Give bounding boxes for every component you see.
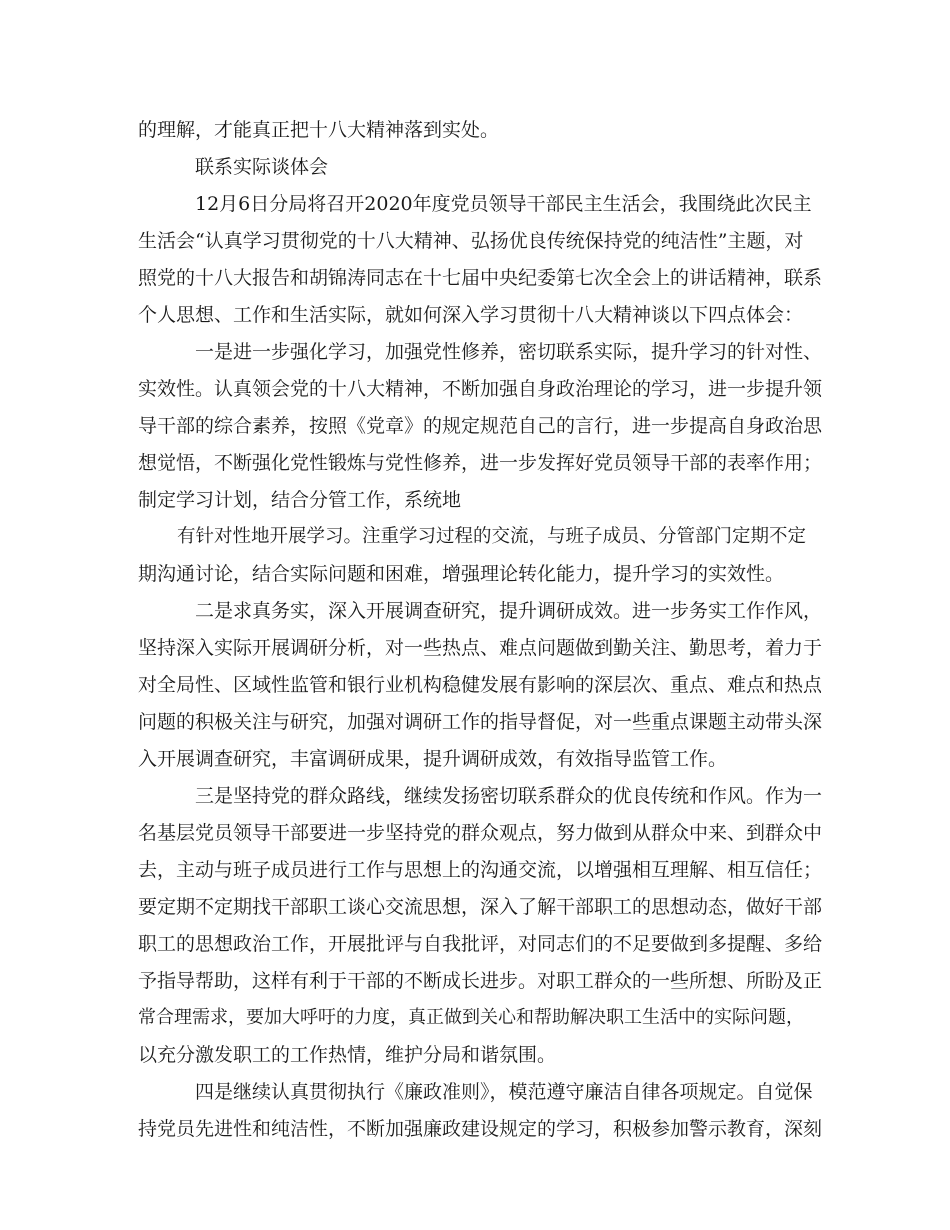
text-line: 对全局性、区域性监管和银行业机构稳健发展有影响的深层次、重点、难点和热点 — [138, 674, 823, 696]
text-line: 二是求真务实，深入开展调查研究，提升调研成效。进一步务实工作作风， — [195, 600, 823, 622]
text-line: 坚持深入实际开展调研分析，对一些热点、难点问题做到勤关注、勤思考，着力于 — [138, 637, 823, 659]
text-line: 个人思想、工作和生活实际，就如何深入学习贯彻十八大精神谈以下四点体会： — [138, 304, 804, 326]
text-line: 予指导帮助，这样有利于干部的不断成长进步。对职工群众的一些所想、所盼及正 — [138, 970, 823, 992]
text-line: 要定期不定期找干部职工谈心交流思想，深入了解干部职工的思想动态，做好干部 — [138, 896, 823, 918]
text-line: 以充分激发职工的工作热情，维护分局和谐氛围。 — [138, 1044, 557, 1066]
text-line: 一是进一步强化学习，加强党性修养，密切联系实际，提升学习的针对性、 — [195, 341, 823, 363]
text-line: 的理解，才能真正把十八大精神落到实处。 — [138, 119, 500, 141]
text-line: 想觉悟，不断强化党性锻炼与党性修养，进一步发挥好党员领导干部的表率作用； — [138, 452, 823, 474]
section-heading: 联系实际谈体会 — [195, 156, 329, 178]
text-line: 有针对性地开展学习。注重学习过程的交流，与班子成员、分管部门定期不定 — [177, 526, 807, 547]
text-line: 三是坚持党的群众路线，继续发扬密切联系群众的优良传统和作风。作为一 — [195, 785, 823, 807]
text-line: 问题的积极关注与研究，加强对调研工作的指导督促，对一些重点课题主动带头深 — [138, 711, 823, 733]
text-line: 常合理需求，要加大呼吁的力度，真正做到关心和帮助解决职工生活中的实际问题， — [138, 1007, 804, 1028]
text-line: 期沟通讨论，结合实际问题和困难，增强理论转化能力，提升学习的实效性。 — [138, 563, 785, 585]
text-line: 导干部的综合素养，按照《党章》的规定规范自己的言行，进一步提高自身政治思 — [138, 415, 823, 437]
text-line: 入开展调查研究，丰富调研成果，提升调研成效，有效指导监管工作。 — [138, 748, 728, 770]
text-line: 职工的思想政治工作，开展批评与自我批评，对同志们的不足要做到多提醒、多给 — [138, 933, 823, 955]
text-line: 照党的十八大报告和胡锦涛同志在十七届中央纪委第七次全会上的讲话精神，联系 — [138, 267, 823, 289]
text-line: 12月6日分局将召开2020年度党员领导干部民主生活会，我围绕此次民主 — [195, 193, 812, 215]
text-line: 生活会“认真学习贯彻党的十八大精神、弘扬优良传统保持党的纯洁性”主题，对 — [138, 230, 804, 252]
text-line: 去，主动与班子成员进行工作与思想上的沟通交流，以增强相互理解、相互信任； — [138, 859, 823, 881]
text-line: 制定学习计划，结合分管工作，系统地 — [138, 489, 462, 511]
text-line: 实效性。认真领会党的十八大精神，不断加强自身政治理论的学习，进一步提升领 — [138, 378, 823, 400]
text-line: 名基层党员领导干部要进一步坚持党的群众观点，努力做到从群众中来、到群众中 — [138, 822, 823, 844]
text-line: 四是继续认真贯彻执行《廉政准则》，模范遵守廉洁自律各项规定。自觉保 — [195, 1081, 813, 1103]
text-line: 持党员先进性和纯洁性，不断加强廉政建设规定的学习，积极参加警示教育，深刻 — [138, 1118, 823, 1140]
